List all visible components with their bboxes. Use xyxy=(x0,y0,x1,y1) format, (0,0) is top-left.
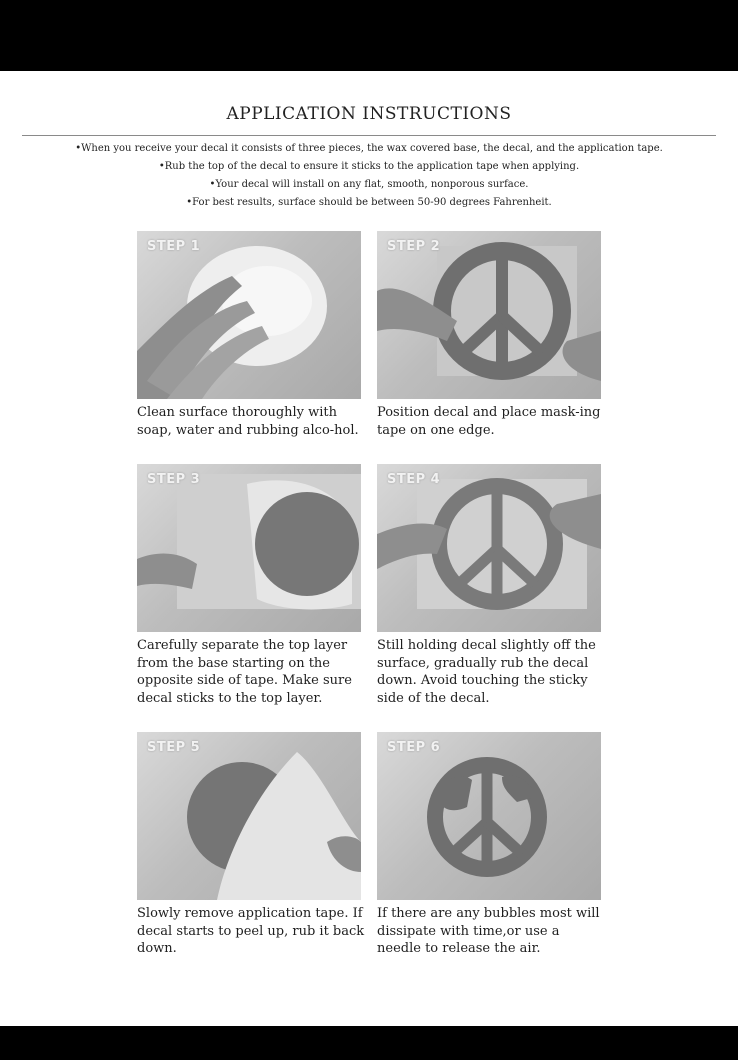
intro-bullet: • When you receive your decal it consists of three pieces, the wax covered base, the decal, and the application tape. xyxy=(0,140,738,158)
hand-cleaning-with-towel-image xyxy=(137,231,361,399)
intro-bullet: • Your decal will install on any flat, smooth, nonporous surface. xyxy=(0,176,738,194)
intro-bullet: • For best results, surface should be between 50-90 degrees Fahrenheit. xyxy=(0,194,738,212)
step-3 xyxy=(137,464,361,707)
step-label: STEP 4 xyxy=(387,472,441,487)
step-caption: Carefully separate the top layer from the base starting on the opposite side of tape. Make sure decal sticks to the top layer. xyxy=(137,638,352,706)
step-1-photo xyxy=(137,231,361,399)
page-title: APPLICATION INSTRUCTIONS xyxy=(226,104,512,124)
step-2-photo xyxy=(377,231,601,399)
title-divider xyxy=(22,135,716,136)
step-caption: Slowly remove application tape. If decal starts to peel up, rub it back down. xyxy=(137,906,365,956)
step-caption: Still holding decal slightly off the surface, gradually rub the decal down. Avoid touching the sticky side of the decal. xyxy=(377,638,596,706)
intro-bullet-list xyxy=(0,140,738,212)
bottom-black-bar xyxy=(0,1026,738,1060)
step-label: STEP 6 xyxy=(387,740,441,755)
decal-positioning-image xyxy=(377,231,601,399)
finished-decal-image xyxy=(377,732,601,900)
rubbing-decal-down-image xyxy=(377,464,601,632)
step-4-photo xyxy=(377,464,601,632)
step-1 xyxy=(137,231,361,439)
step-caption: If there are any bubbles most will dissipate with time,or use a needle to release the air. xyxy=(377,906,600,956)
step-label: STEP 3 xyxy=(147,472,201,487)
step-label: STEP 2 xyxy=(387,239,441,254)
step-5-photo xyxy=(137,732,361,900)
step-label: STEP 1 xyxy=(147,239,201,254)
intro-bullet: • Rub the top of the decal to ensure it sticks to the application tape when applying. xyxy=(0,158,738,176)
step-caption: Clean surface thoroughly with soap, water and rubbing alco-hol. xyxy=(137,405,359,438)
top-black-bar xyxy=(0,0,738,71)
step-2 xyxy=(377,231,601,439)
removing-application-tape-image xyxy=(137,732,361,900)
step-3-photo xyxy=(137,464,361,632)
step-6 xyxy=(377,732,601,958)
step-label: STEP 5 xyxy=(147,740,201,755)
step-5 xyxy=(137,732,365,958)
step-caption: Position decal and place mask-ing tape on one edge. xyxy=(377,405,601,438)
step-4 xyxy=(377,464,601,707)
peeling-top-layer-image xyxy=(137,464,361,632)
step-6-photo xyxy=(377,732,601,900)
